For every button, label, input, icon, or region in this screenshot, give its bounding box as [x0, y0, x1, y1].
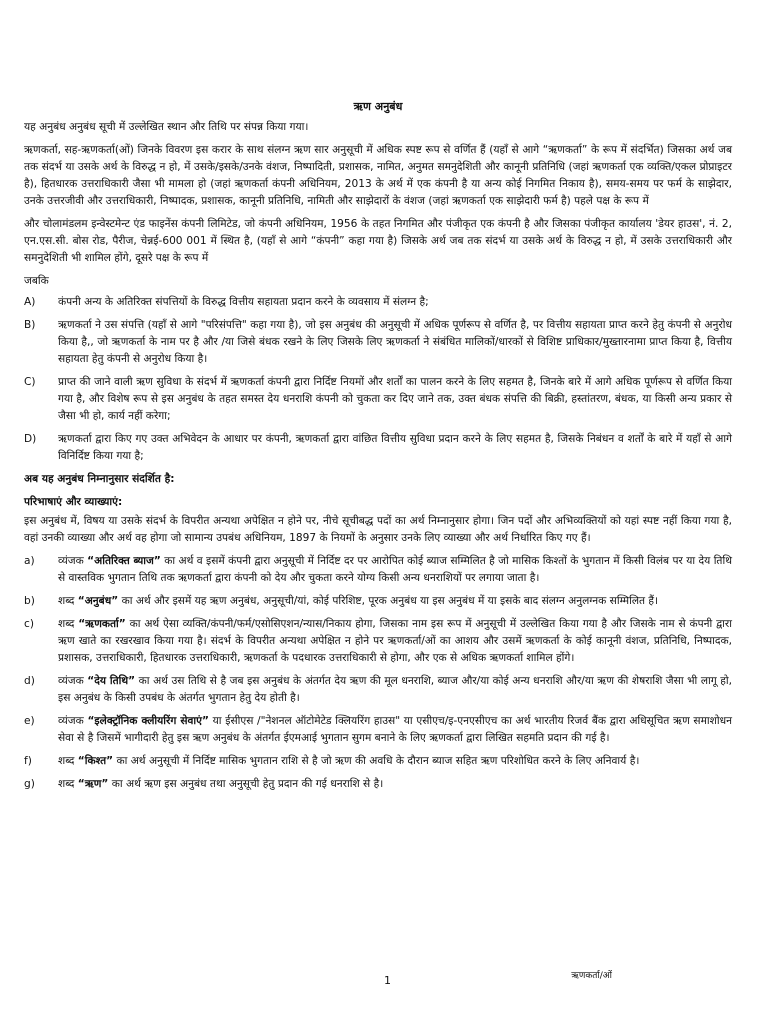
whereas-heading: जबकि	[24, 275, 49, 287]
definition-item	[24, 753, 732, 770]
definitions-list	[24, 553, 732, 793]
company-paragraph: और चोलामंडलम इन्वेस्टमेन्ट एंड फाइनेंस कंपनी लिमिटेड, जो कंपनी अधिनियम, 1956 के तहत निगमित और पंजीकृत एक कंपनी है और जिसका पंजीकृत कार्यालय 'डेयर हाउस', नं. 2, एन.एस.सी. बोस रोड, पैरीज, चेन्नई-600 001 में स्थित है, (यहाँ से आगे “कंपनी” कहा गया है) जिसके अर्थ जब तक संदर्भ या उसके अर्थ के विरुद्ध न हो, में उसके उत्तराधिकारी और समनुदेशिती भी शामिल होंगे, दूसरे पक्ष के रूप में	[24, 218, 732, 264]
definition-text: का अर्थ ऋण इस अनुबंध तथा अनुसूची हेतु प्रदान की गई धनराशि से है।	[108, 778, 384, 790]
recital-text: प्राप्त की जाने वाली ऋण सुविधा के संदर्भ में ऋणकर्ता कंपनी द्वारा निर्दिष्ट नियमों और शर्तों का पालन करने के लिए सहमत है, जिनके बारे में आगे अधिक पूर्णरूप से वर्णित किया गया है, और विशेष रूप से इस अनुबंध के तहत समस्त देय धनराशि कंपनी को चुकता कर दिए जाने तक, उक्त बंधक संपत्ति की बिक्री, हस्तांतरण, बंधक, या किसी अन्य प्रकार से जैसा भी हो, कार्य नहीं करेगा;	[58, 376, 732, 422]
definition-text: का अर्थ ऐसा व्यक्ति/कंपनी/फर्म/एसोसिएशन/न्यास/निकाय होगा, जिसका नाम इस रूप में अनुसूची में उल्लेखित किया गया है और जिसके नाम से कंपनी द्वारा ऋण खाते का रखरखाव किया गया है। संदर्भ के विपरीत अन्यथा अपेक्षित न होने पर ऋणकर्ता/ओं का आशय और उसमें ऋणकर्ता के कोई कानूनी वंशज, प्रतिनिधि, निष्पादक, प्रशासक, उत्तराधिकारी, हितधारक उत्तराधिकारी, ऋणकर्ता के पदधारक उत्तराधिकारी से होगा, और एक से अधिक ऋणकर्ता शामिल होंगे।	[58, 618, 732, 664]
definition-text: का अर्थ अनुसूची में निर्दिष्ट मासिक भुगतान राशि से है जो ऋण की अवधि के दौरान ब्याज सहित ऋण परिशोधित करने के लिए अनिवार्य है।	[113, 755, 640, 767]
definition-text: का अर्थ उस तिथि से है जब इस अनुबंध के अंतर्गत देय ऋण की मूल धनराशि, ब्याज और/या कोई अन्य धनराशि और/या ऋण की शेषराशि जैसा भी लागू हो, इस अनुबंध के किसी उपबंध के अंतर्गत भुगतान हेतु देय होती है।	[58, 675, 732, 704]
definition-prefix: शब्द	[58, 778, 78, 790]
recital-item	[24, 431, 732, 465]
recital-label: B)	[24, 319, 36, 331]
recital-label: C)	[24, 376, 36, 388]
definition-item	[24, 713, 732, 747]
definition-label: a)	[24, 555, 35, 567]
definition-item	[24, 593, 732, 610]
definition-term: “ऋणकर्ता”	[78, 618, 126, 630]
definition-label: d)	[24, 675, 35, 687]
recital-text: ऋणकर्ता द्वारा किए गए उक्त अभिवेदन के आधार पर कंपनी, ऋणकर्ता द्वारा वांछित वित्तीय सुविधा प्रदान करने के लिए सहमत है, जिसके निबंधन व शर्तों के बारे में यहाँ से आगे विनिर्दिष्ट किया गया है;	[58, 433, 732, 462]
recital-text: कंपनी अन्य के अतिरिक्त संपत्तियों के विरुद्ध वित्तीय सहायता प्रदान करने के व्यवसाय में संलग्न है;	[58, 296, 429, 308]
definition-text: या ईसीएस /"नेशनल ऑटोमेटेड क्लियरिंग हाउस" या एसीएच/इ-एनएसीएच का अर्थ भारतीय रिजर्व बैंक द्वारा अधिसूचित ऋण समाशोधन सेवा से है जिसमें भागीदारी हेतु इस ऋण अनुबंध के अंतर्गत ईएमआई भुगतान सुगम बनाने के लिए ऋणकर्ता द्वारा लिखित सहमति प्रदान की गई है।	[58, 715, 733, 744]
definition-label: b)	[24, 595, 35, 607]
definition-prefix: शब्द	[58, 618, 79, 630]
definition-prefix: व्यंजक	[58, 675, 88, 687]
recital-label: A)	[24, 296, 36, 308]
page-number: 1	[384, 974, 391, 987]
definition-prefix: व्यंजक	[58, 555, 88, 567]
borrower-signature-label: ऋणकर्ता/ओं	[571, 971, 612, 981]
definition-term: “देय तिथि”	[87, 675, 136, 687]
definition-item	[24, 553, 732, 587]
definition-label: f)	[24, 755, 32, 767]
definition-label: e)	[24, 715, 35, 727]
definition-item	[24, 673, 732, 707]
definition-prefix: शब्द	[58, 595, 78, 607]
borrower-paragraph: ऋणकर्ता, सह-ऋणकर्ता(ओं) जिनके विवरण इस करार के साथ संलग्न ऋण सार अनुसूची में अधिक स्पष्ट रूप से वर्णित हैं (यहाँ से आगे “ऋणकर्ता” के रूप में संदर्भित) जिसका अर्थ जब तक संदर्भ या उसके अर्थ के विरुद्ध न हो, में उसके/इसके/उनके वंशज, निष्पादिती, प्रशासक, नामित, अनुमत समनुदेशिती और कानूनी प्रतिनिधि (जहां ऋणकर्ता एक व्यक्ति/एकल प्रोप्राइटर है), हितधारक उत्तराधिकारी जैसा भी मामला हो (जहां ऋणकर्ता कंपनी अधिनियम, 2013 के अर्थ में एक कंपनी है या अन्य कोई निगमित निकाय है), समय-समय पर फर्म के साझेदार, उनके उत्तरजीवी और उत्तराधिकारी, निष्पादक, प्रशासक, कानूनी प्रतिनिधि, नामिती और साझेदारों के वंशज (जहां ऋणकर्ता एक साझेदारी फर्म है) पहले पक्ष के रूप में	[24, 144, 732, 207]
definitions-intro: इस अनुबंध में, विषय या उसके संदर्भ के विपरीत अन्यथा अपेक्षित न होने पर, नीचे सूचीबद्ध पदों का अर्थ निम्नानुसार होगा। जिन पदों और अभिव्यक्तियों को यहां स्पष्ट नहीं किया गया है, वहां उनकी व्याख्या और अर्थ वह होगा जो सामान्य उपबंध अधिनियम, 1897 के नियमों के अनुसार उनके लिए व्याख्या और अर्थ निर्धारित किए गए हैं।	[24, 515, 732, 544]
recital-label: D)	[24, 433, 37, 445]
definition-term: “अनुबंध”	[77, 595, 119, 607]
definition-term: “ऋण”	[77, 778, 109, 790]
definition-term: “अतिरिक्त ब्याज”	[87, 555, 161, 567]
definition-prefix: शब्द	[58, 755, 78, 767]
witness-heading: अब यह अनुबंध निम्नानुसार संदर्शित है:	[24, 473, 175, 485]
definition-label: c)	[24, 618, 34, 630]
definition-text: का अर्थ व इसमें कंपनी द्वारा अनुसूची में निर्दिष्ट दर पर आरोपित कोई ब्याज सम्मिलित है जो मासिक किश्तों के भुगतान में किसी विलंब पर या देय तिथि से वास्तविक भुगतान तिथि तक ऋणकर्ता द्वारा कंपनी को देय और चुकता करने योग्य किसी अन्य धनराशियों पर लगाया जाता है।	[58, 555, 732, 584]
definition-text: का अर्थ और इसमें यह ऋण अनुबंध, अनुसूची/यां, कोई परिशिष्ट, पूरक अनुबंध या इस अनुबंध में या इसके बाद संलग्न अनुलग्नक सम्मिलित हैं।	[118, 595, 659, 607]
recital-item	[24, 374, 732, 425]
intro-paragraph: यह अनुबंध अनुबंध सूची में उल्लेखित स्थान और तिथि पर संपन्न किया गया।	[24, 121, 309, 133]
definitions-heading: परिभाषाएं और व्याख्याएं:	[24, 496, 123, 508]
definition-item	[24, 776, 732, 793]
recital-item	[24, 317, 732, 368]
definition-label: g)	[24, 778, 35, 790]
definition-term: “किश्त”	[77, 755, 114, 767]
recital-item	[24, 294, 732, 311]
recitals-list	[24, 294, 732, 465]
definition-prefix: व्यंजक	[58, 715, 88, 727]
recital-text: ऋणकर्ता ने उस संपत्ति (यहाँ से आगे "परिसंपत्ति" कहा गया है), जो इस अनुबंध की अनुसूची में अधिक पूर्णरूप से वर्णित है, पर वित्तीय सहायता प्राप्त करने हेतु कंपनी से अनुरोध किया है,, जो ऋणकर्ता के नाम पर है और /या जिसे बंधक रखने के लिए जिसके लिए ऋणकर्ता ने संबंधित मालिकों/धारकों से विशिष्ट प्राधिकार/मुख्तारनामा प्राप्त किया है, वित्तीय सहायता हेतु कंपनी से अनुरोध किया है।	[58, 319, 732, 365]
definition-term: “इलेक्ट्रॉनिक क्लीयरिंग सेवाएं”	[87, 715, 209, 727]
definition-item	[24, 616, 732, 667]
document-title: ऋण अनुबंध	[353, 100, 403, 113]
